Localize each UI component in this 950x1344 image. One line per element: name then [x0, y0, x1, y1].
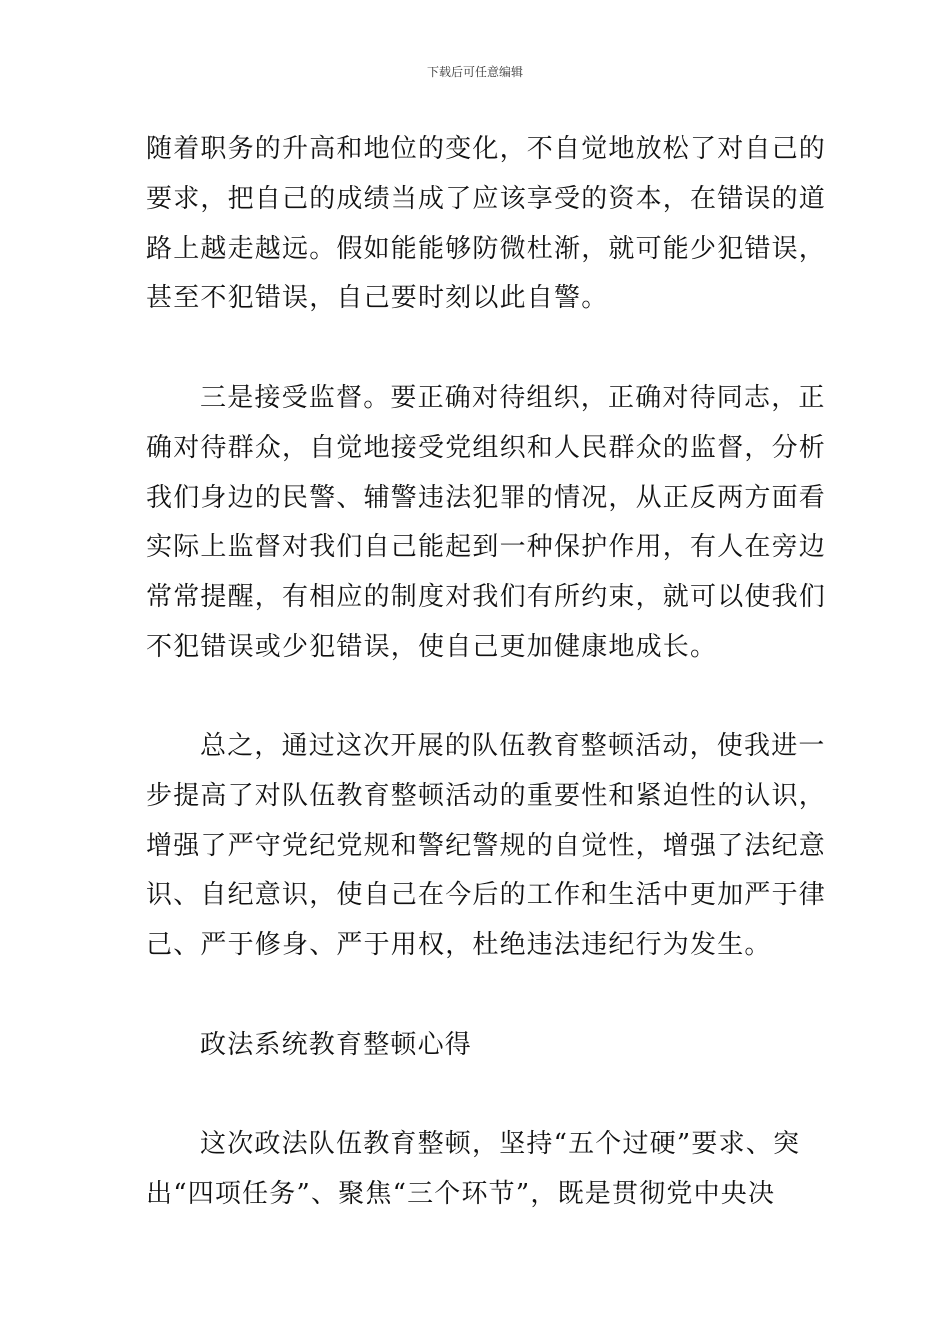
- text-line: 出“四项任务”、聚焦“三个环节”，既是贯彻党中央决: [146, 1178, 776, 1209]
- text-line: 我们身边的民警、辅警违法犯罪的情况，从正反两方面看: [146, 482, 827, 513]
- text-line: 要求，把自己的成绩当成了应该享受的资本，在错误的道: [146, 183, 827, 214]
- paragraph-intro: [146, 1120, 812, 1220]
- text-line: 常常提醒，有相应的制度对我们有所约束，就可以使我们: [146, 582, 827, 613]
- text-line: 实际上监督对我们自己能起到一种保护作用，有人在旁边: [146, 532, 827, 563]
- text-line: 这次政法队伍教育整顿，坚持“五个过硬”要求、突: [200, 1129, 801, 1159]
- text-line: 路上越走越远。假如能能够防微杜渐，就可能少犯错误，: [146, 233, 827, 264]
- section-heading: [146, 1021, 812, 1071]
- text-line: 甚至不犯错误，自己要时刻以此自警。: [146, 283, 609, 314]
- heading-text: 政法系统教育整顿心得: [200, 1030, 473, 1060]
- text-line: 三是接受监督。要正确对待组织，正确对待同志，正: [200, 383, 826, 413]
- text-line: 识、自纪意识，使自己在今后的工作和生活中更加严于律: [146, 880, 827, 911]
- paragraph-conclusion: [146, 722, 827, 971]
- text-line: 随着职务的升高和地位的变化，不自觉地放松了对自己的: [146, 134, 827, 164]
- paragraph-continuation: [146, 125, 827, 324]
- paragraph-accept-supervision: [146, 374, 827, 673]
- text-line: 不犯错误或少犯错误，使自己更加健康地成长。: [146, 631, 718, 662]
- text-line: 总之，通过这次开展的队伍教育整顿活动，使我进一: [200, 731, 826, 761]
- text-line: 步提高了对队伍教育整顿活动的重要性和紧迫性的认识，: [146, 780, 827, 811]
- page-header: 下载后可任意编辑: [426, 65, 523, 79]
- text-line: 增强了严守党纪党规和警纪警规的自觉性，增强了法纪意: [146, 830, 827, 861]
- text-line: 确对待群众，自觉地接受党组织和人民群众的监督，分析: [146, 432, 827, 463]
- text-line: 己、严于修身、严于用权，杜绝违法违纪行为发生。: [146, 930, 772, 961]
